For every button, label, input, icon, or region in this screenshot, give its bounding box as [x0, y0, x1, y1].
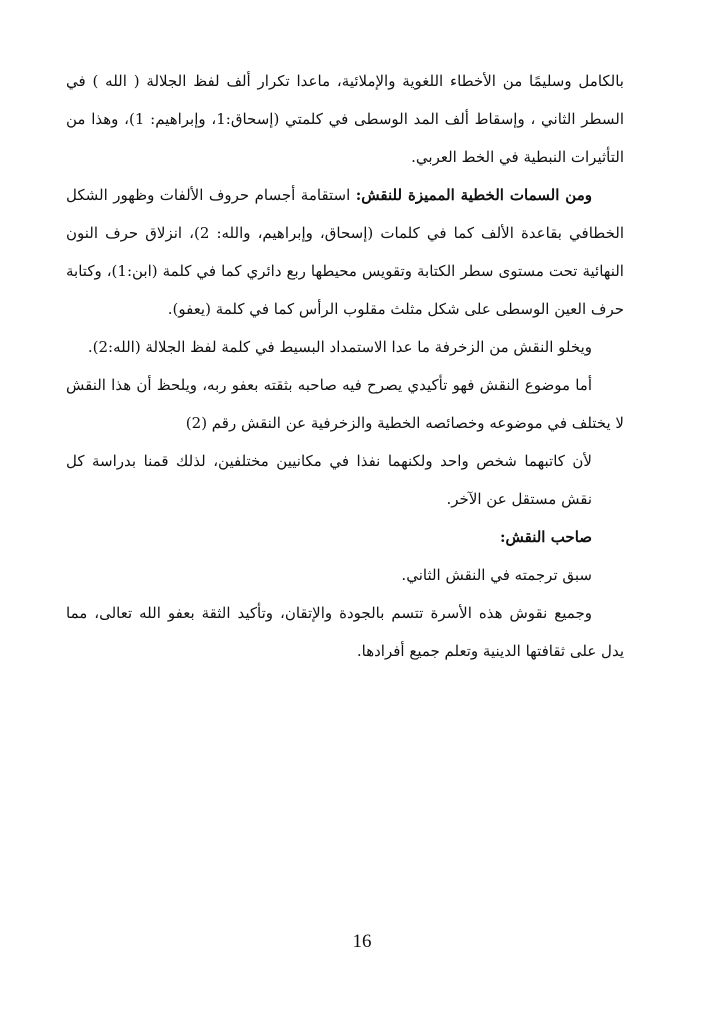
paragraph-text: استقامة أجسام حروف الألفات وظهور الشكل الخطافي بقاعدة الألف كما في كلمات (إسحاق، وإبراهيم، والله: 2)، انزلاق حرف النون النهائية تحت مستوى سطر الكتابة وتقويس محيطها ربع دائري كما في كلمة (ابن:1)، وكتابة حرف العين الوسطى على شكل مثلث مقلوب الرأس كما في كلمة (يعفو).	[66, 186, 624, 318]
paragraph-subject	[66, 366, 624, 442]
body-text	[66, 62, 624, 670]
paragraph-text: لأن كاتبهما شخص واحد ولكنهما نفذا في مكانيين مختلفين، لذلك قمنا بدراسة كل نقش مستقل عن الآخر.	[66, 452, 592, 508]
paragraph-owner-bio	[66, 556, 624, 594]
owner-heading: صاحب النقش:	[499, 528, 592, 546]
page-number: 16	[352, 931, 372, 952]
paragraph-text: أما موضوع النقش فهو تأكيدي يصرح فيه صاحبه بثقته بعفو ربه، ويلحظ أن هذا النقش لا يختلف في موضوعه وخصائصه الخطية والزخرفية عن النقش رقم (2)	[66, 376, 624, 432]
paragraph-family-inscriptions	[66, 594, 624, 670]
paragraph-same-writer	[66, 442, 624, 518]
paragraph-lead: ومن السمات الخطية المميزة للنقش:	[355, 186, 592, 204]
paragraph-vowel-omission	[66, 62, 624, 176]
paragraph-text: بالكامل وسليمًا من الأخطاء اللغوية والإملائية، ماعدا تكرار ألف لفظ الجلالة ( الله ) في السطر الثاني ، وإسقاط ألف المد الوسطى في كلمتي (إسحاق:1، وإبراهيم: 1)، وهذا من التأثيرات النبطية في الخط العربي.	[66, 72, 624, 166]
paragraph-text: سبق ترجمته في النقش الثاني.	[401, 566, 592, 584]
paragraph-script-features	[66, 176, 624, 328]
paragraph-text: وجميع نقوش هذه الأسرة تتسم بالجودة والإتقان، وتأكيد الثقة بعفو الله تعالى، مما يدل على ثقافتها الدينية وتعلم جميع أفرادها.	[66, 604, 624, 660]
paragraph-text: ويخلو النقش من الزخرفة ما عدا الاستمداد البسيط في كلمة لفظ الجلالة (الله:2).	[87, 338, 592, 356]
paragraph-decoration	[66, 328, 624, 366]
